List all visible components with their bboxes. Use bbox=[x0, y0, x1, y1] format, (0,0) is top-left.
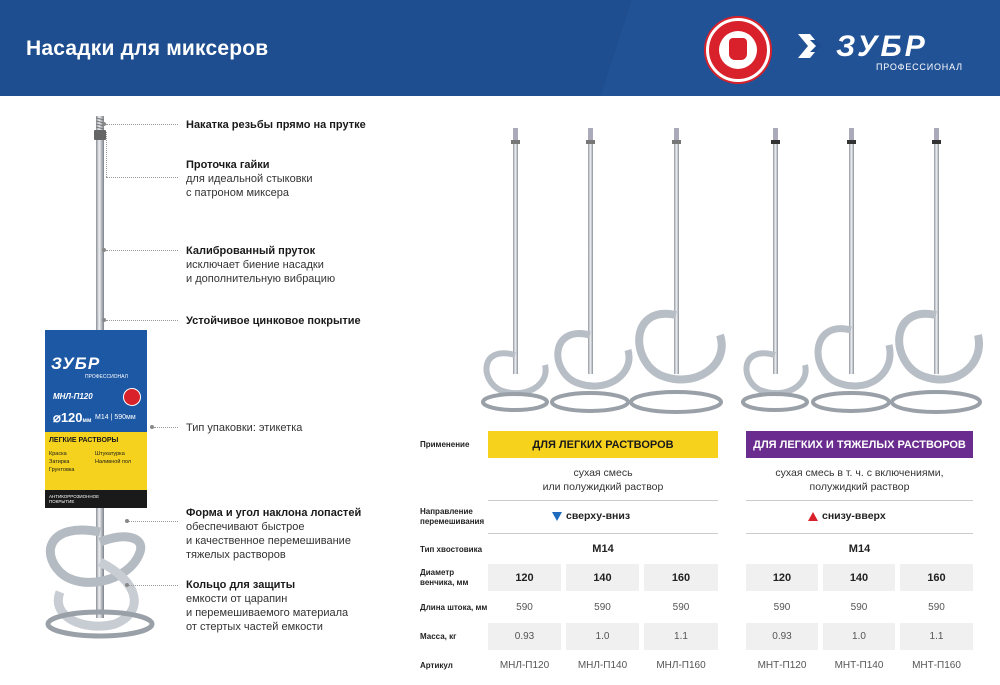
callout-nut-groove: Проточка гайки для идеальной стыковки с патроном миксера bbox=[186, 159, 313, 199]
mass-cell: 1.0 bbox=[566, 623, 639, 650]
callout-blade-shape: Форма и угол наклона лопастей обеспечивают быстрое и качественное перемешивание тяжелых растворов bbox=[186, 507, 362, 561]
card-spec: М14 | 590мм bbox=[95, 414, 136, 421]
label-shank: Тип хвостовика bbox=[420, 545, 483, 554]
card-size: ⌀120мм bbox=[53, 410, 92, 425]
mixer-mnt-120 bbox=[743, 128, 807, 410]
diameter-cell: 120 bbox=[746, 564, 818, 591]
arrow-down-icon bbox=[552, 512, 562, 521]
callout-leader bbox=[106, 320, 178, 321]
header-banner bbox=[0, 0, 1000, 96]
card-items-left: Краска Затирка Грунтовка bbox=[49, 451, 75, 473]
article-cell: МНЛ-П160 bbox=[656, 660, 706, 671]
callout-leader bbox=[106, 132, 107, 177]
article-cell: МНТ-П160 bbox=[912, 660, 961, 671]
length-cell: 590 bbox=[594, 602, 611, 613]
callout-zinc-coating: Устойчивое цинковое покрытие bbox=[186, 315, 361, 327]
card-brand: ЗУБР bbox=[51, 354, 101, 373]
mixer-mnl-140 bbox=[552, 128, 629, 411]
mixer-mnl-120 bbox=[483, 128, 547, 410]
product-lineup bbox=[470, 120, 990, 425]
direction-heavy: снизу-вверх bbox=[808, 510, 886, 522]
callout-thread: Накатка резьбы прямо на прутке bbox=[186, 119, 366, 131]
diameter-cell: 160 bbox=[900, 564, 973, 591]
article-cell: МНЛ-П120 bbox=[499, 660, 550, 671]
mass-cell: 1.1 bbox=[644, 623, 718, 650]
card-band-title: ЛЕГКИЕ РАСТВОРЫ bbox=[49, 437, 119, 444]
brand-logo bbox=[796, 30, 963, 72]
divider bbox=[488, 500, 718, 501]
mixer-mnt-140 bbox=[813, 128, 890, 411]
callout-leader bbox=[129, 521, 178, 522]
brand-mark-icon bbox=[796, 32, 832, 60]
divider bbox=[746, 500, 973, 501]
arrow-up-icon bbox=[808, 512, 818, 521]
description-light: сухая смесь или полужидкий раствор bbox=[542, 467, 664, 493]
length-cell: 590 bbox=[928, 602, 945, 613]
callout-calibrated-rod: Калиброванный пруток исключает биение насадки и дополнительную вибрацию bbox=[186, 245, 336, 285]
product-label-card bbox=[45, 330, 147, 508]
mass-cell: 0.93 bbox=[488, 623, 561, 650]
length-cell: 590 bbox=[773, 602, 791, 613]
diameter-cell: 160 bbox=[644, 564, 718, 591]
divider bbox=[746, 533, 973, 534]
diameter-cell: 120 bbox=[488, 564, 561, 591]
label-diameter: Диаметр венчика, мм bbox=[420, 568, 469, 587]
diameter-cell: 140 bbox=[566, 564, 639, 591]
divider bbox=[488, 533, 718, 534]
shank-light: М14 bbox=[592, 543, 614, 555]
label-direction: Направление перемешивания bbox=[420, 507, 485, 526]
mass-cell: 1.0 bbox=[823, 623, 895, 650]
brand-subtitle: ПРОФЕССИОНАЛ bbox=[876, 62, 963, 72]
card-footer-text: АНТИКОРРОЗИОННОЕ ПОКРЫТИЕ bbox=[49, 494, 100, 504]
mass-cell: 0.93 bbox=[746, 623, 818, 650]
application-heavy-banner: ДЛЯ ЛЕГКИХ И ТЯЖЕЛЫХ РАСТВОРОВ bbox=[746, 431, 973, 458]
application-light-banner: ДЛЯ ЛЕГКИХ РАСТВОРОВ bbox=[488, 431, 718, 458]
thumbs-up-icon bbox=[729, 38, 747, 60]
mixer-mnt-160 bbox=[892, 128, 980, 412]
article-cell: МНТ-П140 bbox=[834, 660, 884, 671]
brand-name: ЗУБР bbox=[836, 30, 928, 63]
description-heavy: сухая смесь в т. ч. с включениями, полужидкий раствор bbox=[775, 467, 944, 493]
callout-leader bbox=[129, 585, 178, 586]
callout-leader bbox=[154, 427, 178, 428]
card-footer bbox=[45, 490, 147, 508]
direction-light: сверху-вниз bbox=[552, 510, 630, 522]
mixer-mnl-160 bbox=[631, 128, 722, 412]
label-application: Применение bbox=[420, 440, 470, 449]
card-seal-icon bbox=[123, 388, 141, 406]
length-cell: 590 bbox=[850, 602, 868, 613]
page-title: Насадки для миксеров bbox=[26, 37, 269, 60]
label-length: Длина штока, мм bbox=[420, 603, 488, 612]
card-band bbox=[45, 432, 147, 490]
card-items-right: Штукатурка Наливной пол bbox=[95, 451, 132, 465]
length-cell: 590 bbox=[672, 602, 690, 613]
article-cell: МНТ-П120 bbox=[757, 660, 807, 671]
label-mass: Масса, кг bbox=[420, 632, 457, 641]
callout-leader bbox=[106, 177, 178, 178]
article-cell: МНЛ-П140 bbox=[577, 660, 628, 671]
label-article: Артикул bbox=[420, 661, 453, 670]
callout-leader bbox=[106, 124, 178, 125]
mass-cell: 1.1 bbox=[900, 623, 973, 650]
length-cell: 590 bbox=[516, 602, 533, 613]
callout-package-type: Тип упаковки: этикетка bbox=[186, 422, 303, 434]
card-brand-subtitle: ПРОФЕССИОНАЛ bbox=[85, 374, 128, 380]
shank-heavy: М14 bbox=[848, 543, 871, 555]
card-model: МНЛ-П120 bbox=[53, 392, 93, 401]
diameter-cell: 140 bbox=[823, 564, 895, 591]
callout-leader bbox=[106, 250, 178, 251]
callout-protection-ring: Кольцо для защиты емкости от царапин и перемешиваемого материала от стертых частей емкости bbox=[186, 579, 349, 633]
quality-seal bbox=[706, 18, 770, 82]
